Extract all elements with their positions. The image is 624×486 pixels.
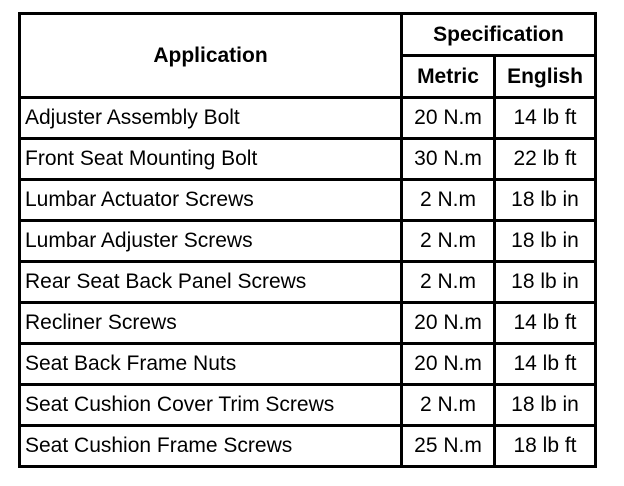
row-3-application: Lumbar Actuator Screws: [21, 181, 400, 219]
row-4-metric: 2 N.m: [403, 222, 493, 260]
row-3-metric: 2 N.m: [403, 181, 493, 219]
header-english: English: [496, 57, 594, 96]
row-7-english: 14 lb ft: [496, 345, 594, 383]
row-8-application: Seat Cushion Cover Trim Screws: [21, 386, 400, 424]
row-1-metric: 20 N.m: [403, 99, 493, 137]
row-4-english: 18 lb in: [496, 222, 594, 260]
row-1-application: Adjuster Assembly Bolt: [21, 99, 400, 137]
row-6-english: 14 lb ft: [496, 304, 594, 342]
row-5-application: Rear Seat Back Panel Screws: [21, 263, 400, 301]
header-metric: Metric: [403, 57, 493, 96]
row-9-english: 18 lb ft: [496, 427, 594, 465]
row-5-metric: 2 N.m: [403, 263, 493, 301]
row-1-english: 14 lb ft: [496, 99, 594, 137]
header-specification: Specification: [403, 15, 594, 54]
fastener-spec-table: [18, 12, 597, 468]
row-7-metric: 20 N.m: [403, 345, 493, 383]
row-9-application: Seat Cushion Frame Screws: [21, 427, 400, 465]
row-7-application: Seat Back Frame Nuts: [21, 345, 400, 383]
row-4-application: Lumbar Adjuster Screws: [21, 222, 400, 260]
row-8-metric: 2 N.m: [403, 386, 493, 424]
row-9-metric: 25 N.m: [403, 427, 493, 465]
header-application: Application: [21, 15, 400, 96]
row-5-english: 18 lb in: [496, 263, 594, 301]
row-6-metric: 20 N.m: [403, 304, 493, 342]
row-8-english: 18 lb in: [496, 386, 594, 424]
row-2-english: 22 lb ft: [496, 140, 594, 178]
row-3-english: 18 lb in: [496, 181, 594, 219]
row-6-application: Recliner Screws: [21, 304, 400, 342]
row-2-metric: 30 N.m: [403, 140, 493, 178]
row-2-application: Front Seat Mounting Bolt: [21, 140, 400, 178]
